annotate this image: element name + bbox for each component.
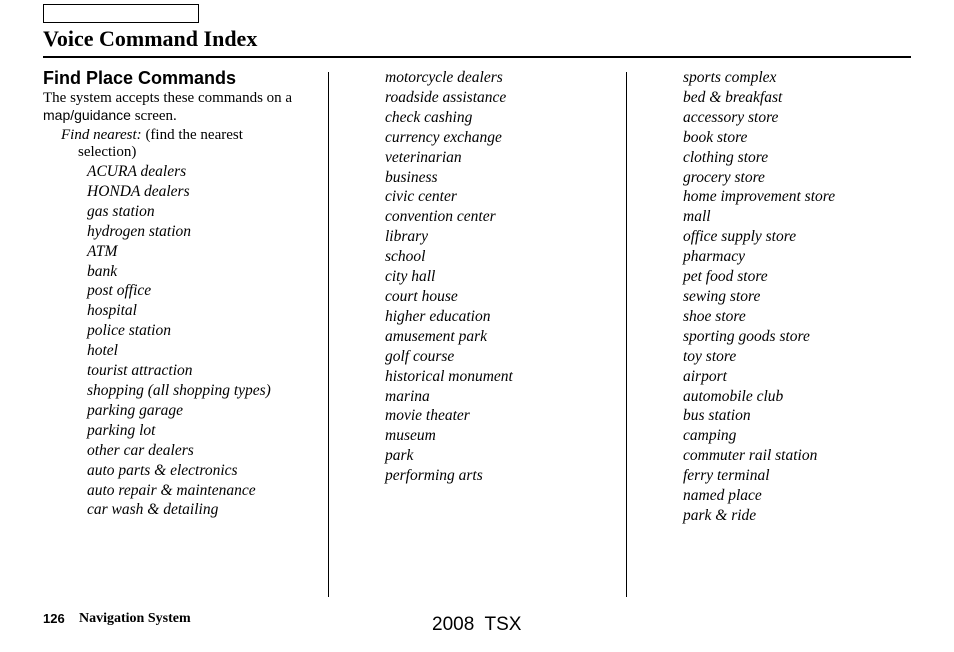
command-item: HONDA dealers — [87, 182, 190, 200]
intro-term: map/guidance — [43, 107, 131, 123]
command-item: auto repair & maintenance — [87, 481, 256, 499]
command-list-column-1 — [87, 162, 271, 520]
command-item: clothing store — [683, 148, 769, 166]
command-item: ACURA dealers — [87, 163, 187, 180]
command-item: police station — [87, 322, 171, 340]
command-item: pharmacy — [683, 248, 745, 266]
command-item: automobile club — [683, 387, 784, 405]
command-item: bed & breakfast — [683, 88, 783, 106]
command-item: office supply store — [683, 228, 797, 246]
command-item: toy store — [683, 347, 737, 365]
command-item: post office — [87, 282, 152, 300]
model-label: 2008 TSX — [432, 614, 522, 635]
command-item: shopping (all shopping types) — [87, 381, 271, 399]
find-nearest-command — [61, 127, 321, 161]
command-item: parking garage — [87, 401, 184, 419]
command-item: golf course — [385, 347, 455, 365]
command-item: home improvement store — [683, 188, 836, 206]
command-item: historical monument — [385, 367, 513, 385]
footer-section-label: Navigation System — [79, 611, 191, 626]
command-item: amusement park — [385, 327, 488, 345]
find-nearest-label: Find nearest: — [61, 127, 142, 143]
command-item: court house — [385, 287, 458, 305]
command-item: veterinarian — [385, 148, 462, 166]
command-item: convention center — [385, 208, 496, 226]
command-item: commuter rail station — [683, 447, 818, 465]
command-item: book store — [683, 128, 748, 146]
command-item: pet food store — [683, 268, 768, 286]
intro-after: screen. — [130, 108, 177, 124]
command-item: roadside assistance — [385, 88, 507, 106]
command-item: shoe store — [683, 307, 746, 325]
command-item: park & ride — [683, 506, 757, 524]
command-list-column-3 — [683, 68, 835, 526]
command-item: named place — [683, 487, 762, 505]
command-list-column-2 — [385, 68, 513, 486]
page-title: Voice Command Index — [43, 26, 258, 51]
command-item: motorcycle dealers — [385, 69, 503, 86]
command-item: gas station — [87, 202, 155, 220]
command-item: sports complex — [683, 69, 777, 86]
find-nearest-desc: (find the nearest — [141, 127, 243, 143]
command-item: bus station — [683, 407, 751, 425]
page-number: 126 — [43, 611, 65, 626]
section-heading: Find Place Commands — [43, 68, 237, 88]
command-item: higher education — [385, 307, 491, 325]
command-item: other car dealers — [87, 441, 194, 459]
command-item: park — [385, 447, 414, 465]
command-item: car wash & detailing — [87, 501, 219, 519]
command-item: movie theater — [385, 407, 470, 425]
command-item: business — [385, 168, 438, 186]
command-item: library — [385, 228, 429, 246]
command-item: mall — [683, 208, 711, 226]
title-divider — [43, 56, 911, 58]
column-divider-1 — [328, 72, 329, 597]
command-item: sewing store — [683, 287, 761, 305]
command-item: airport — [683, 367, 727, 385]
command-item: camping — [683, 427, 737, 445]
command-item: grocery store — [683, 168, 765, 186]
command-item: accessory store — [683, 108, 779, 126]
command-item: parking lot — [87, 421, 156, 439]
command-item: hydrogen station — [87, 222, 192, 240]
command-item: auto parts & electronics — [87, 461, 238, 479]
command-item: check cashing — [385, 108, 473, 126]
command-item: museum — [385, 427, 436, 445]
command-item: hotel — [87, 342, 118, 360]
intro-before: The system accepts these commands on a — [43, 90, 293, 106]
command-item: performing arts — [385, 467, 483, 485]
header-tab-box — [43, 4, 199, 23]
command-item: city hall — [385, 268, 436, 286]
command-item: currency exchange — [385, 128, 502, 146]
intro-text — [43, 90, 328, 125]
command-item: ferry terminal — [683, 467, 770, 485]
column-divider-2 — [626, 72, 627, 597]
command-item: marina — [385, 387, 430, 405]
command-item: school — [385, 248, 426, 266]
find-nearest-desc-cont: selection) — [78, 144, 137, 160]
command-item: sporting goods store — [683, 327, 810, 345]
command-item: civic center — [385, 188, 457, 206]
command-item: bank — [87, 262, 118, 280]
command-item: ATM — [87, 242, 118, 260]
command-item: tourist attraction — [87, 362, 193, 380]
command-item: hospital — [87, 302, 137, 320]
